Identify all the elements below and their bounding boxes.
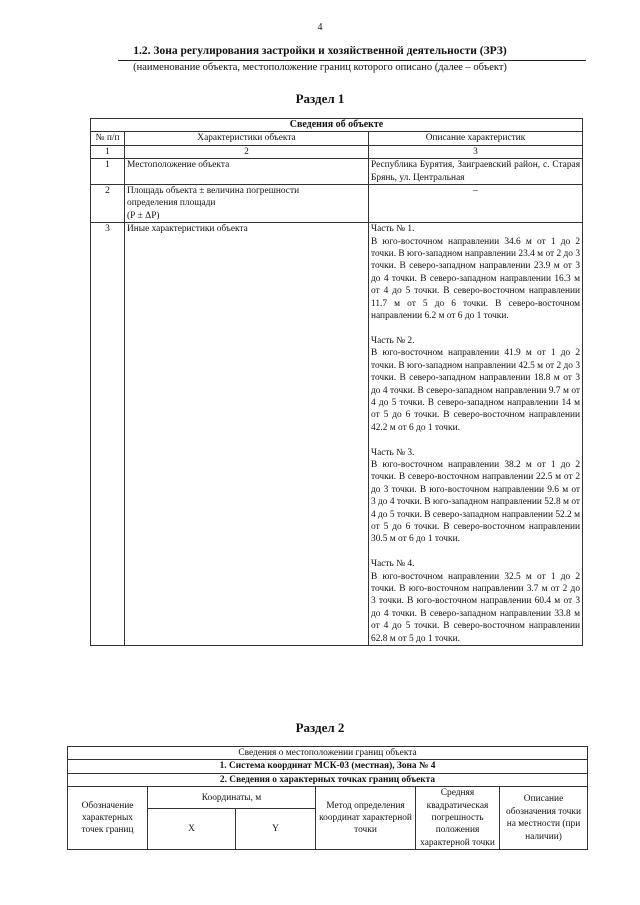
part-text: В юго-восточном направлении 41.9 м от 1 до 2 точки. В юго-западном направлении 42.5 м от 2 до 3 точки. В северо-западном направлении 18.8 м от 3 до 4 точки. В северо-западном направлении 9.7 м от 4 до 5 точки. В северо-западном направлении 14 м от 5 до 6 точки. В северо-восточном направлении 42.2 м от 6 до 1 точки. [371,348,581,433]
section2-title: Раздел 2 [295,720,345,735]
part-title: Часть № 1. [371,224,415,235]
coordinate-system: 1. Система координат МСК-03 (местная), Зона № 4 [68,760,588,773]
part-block [371,447,580,546]
row-characteristic [125,185,369,223]
row-number: 2 [91,185,125,223]
part-text: В юго-восточном направлении 34.6 м от 1 до 2 точки. В юго-западном направлении 23.4 м от 2 до 3 точки. В северо-западном направлении 23.9 м от 3 до 4 точки. В северо-западном направлении 16.3 м от 4 до 5 точки. В северо-восточном направлении 11.7 м от 5 до 6 точки. В северо-восточном направлении 6.2 м от 6 до 1 точки. [371,236,581,322]
characteristic-line: (Р ± ΔР) [127,210,160,221]
section1-title: Раздел 1 [295,91,345,106]
column-number: 3 [369,145,583,158]
header-point-description: Описание обозначения точки на местности (при наличии) [500,787,588,850]
row-description [369,223,583,646]
part-text: В юго-восточном направлении 38.2 м от 1 до 2 точки. В северо-восточном направлении 22.5 м от 2 до 3 точки. В юго-восточном направлении 9.6 м от 3 до 4 точки. В юго-западном направлении 52.8 м от 4 до 5 точки. В северо-западном направлении 52.2 м от 5 до 6 точки. В северо-восточном направлении 30.5 м от 6 до 1 точки. [371,459,581,545]
characteristic-line: определения площади [127,198,216,209]
header-coordinates: Координаты, м [148,787,316,809]
table-row [91,185,583,223]
header-x: X [148,809,236,850]
part-title: Часть № 4. [371,559,415,570]
boundary-location-table [67,746,588,850]
boundary-table-title: Сведения о местоположении границ объекта [68,747,588,760]
header-method: Метод определения координат характерной точки [316,787,416,850]
points-section-title: 2. Сведения о характерных точках границ объекта [68,773,588,786]
part-text: В юго-восточном направлении 32.5 м от 1 до 2 точки. В юго-восточном направлении 3.7 м от 2 до 3 точки. В юго-восточном направлении 60.4 м от 3 до 4 точки. В северо-западном направлении 33.8 м от 4 до 5 точки. В северо-восточном направлении 62.8 м от 5 до 1 точки. [371,571,581,644]
row-characteristic: Местоположение объекта [125,159,369,185]
column-number: 1 [91,145,125,158]
row-number: 3 [91,223,125,646]
object-info-table [90,118,583,646]
table-row [91,159,583,185]
row-characteristic: Иные характеристики объекта [125,223,369,646]
header-y: Y [236,809,316,850]
document-subheading: (наименование объекта, местоположение границ которого описано (далее – объект) [133,62,507,73]
header-error: Средняя квадратическая погрешность положения характерной точки [416,787,500,850]
document-heading: 1.2. Зона регулирования застройки и хозяйственной деятельности (ЗРЗ) [133,45,507,57]
heading-underline [118,60,586,61]
part-block [371,335,580,434]
row-description: – [369,185,583,223]
table-row [91,223,583,646]
header-point-designation: Обозначение характерных точек границ [68,787,148,850]
part-title: Часть № 2. [371,335,415,346]
object-info-table-title: Сведения об объекте [91,119,583,132]
page-number: 4 [317,22,323,33]
column-number: 2 [125,145,369,158]
part-block [371,223,580,322]
part-title: Часть № 3. [371,447,415,458]
row-description: Республика Бурятия, Заиграевский район, с. Старая Брянь, ул. Центральная [369,159,583,185]
column-header-description: Описание характеристик [369,132,583,145]
characteristic-line: Площадь объекта ± величина погрешности [127,186,300,197]
part-block [371,558,580,645]
column-header-characteristic: Характеристики объекта [125,132,369,145]
column-header-no: № п/п [91,132,125,145]
row-number: 1 [91,159,125,185]
